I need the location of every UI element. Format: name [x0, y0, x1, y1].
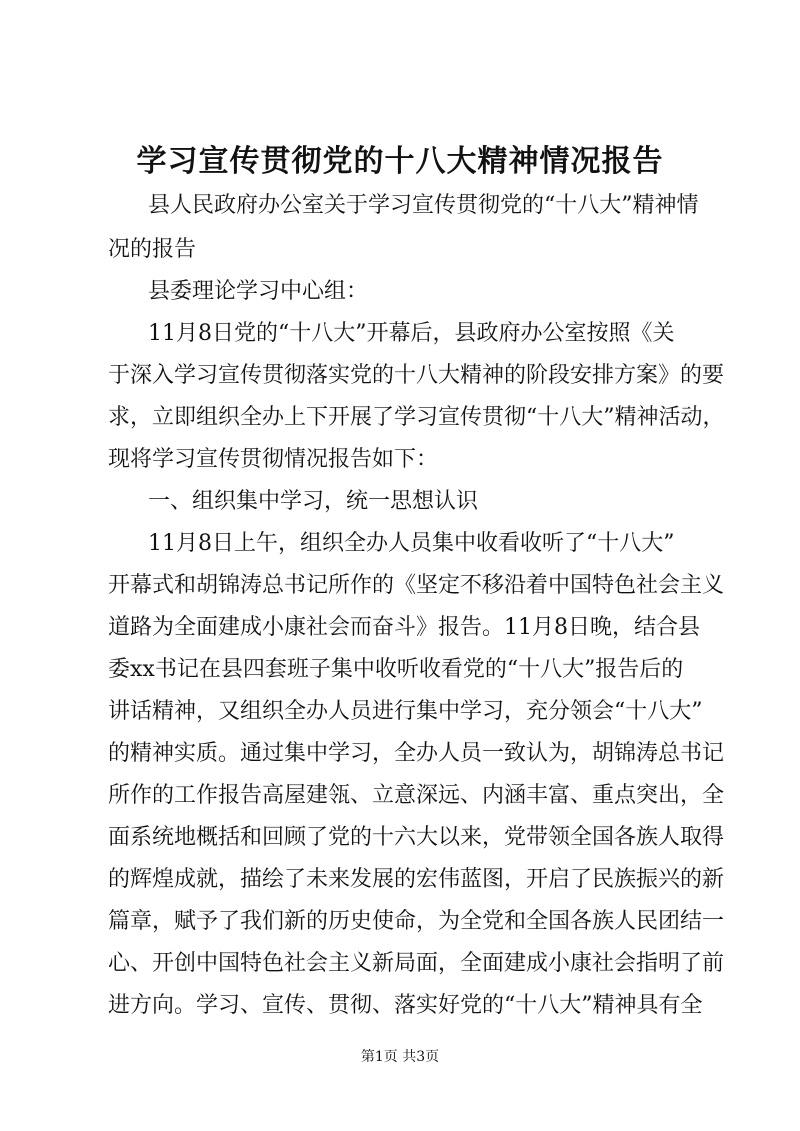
- body-line: 11月8日党的“十八大”开幕后，县政府办公室按照《关: [148, 321, 675, 346]
- body-line: 面系统地概括和回顾了党的十六大以来，党带领全国各族人取得: [108, 825, 725, 850]
- body-line: 讲话精神，又组织全办人员进行集中学习，充分领会“十八大”: [108, 699, 703, 724]
- body-line: 的辉煌成就，描绘了未来发展的宏伟蓝图，开启了民族振兴的新: [108, 867, 725, 892]
- body-line: 所作的工作报告高屋建瓴、立意深远、内涵丰富、重点突出，全: [108, 783, 725, 808]
- section-heading: 一、组织集中学习，统一思想认识: [148, 489, 479, 514]
- body-line: 心、开创中国特色社会主义新局面，全面建成小康社会指明了前: [108, 951, 725, 976]
- body-line: 进方向。学习、宣传、贯彻、落实好党的“十八大”精神具有全: [108, 993, 703, 1018]
- body-line: 篇章，赋予了我们新的历史使命，为全党和全国各族人民团结一: [108, 909, 725, 934]
- body-line: 11月8日上午，组织全办人员集中收看收听了“十八大”: [148, 531, 675, 556]
- body-line: 道路为全面建成小康社会而奋斗》报告。11月8日晚，结合县: [108, 615, 700, 640]
- body-line: 开幕式和胡锦涛总书记所作的《坚定不移沿着中国特色社会主义: [108, 573, 725, 598]
- body-line: 求，立即组织全办上下开展了学习宣传贯彻“十八大”精神活动，: [108, 405, 725, 430]
- body-line: 县人民政府办公室关于学习宣传贯彻党的“十八大”精神情: [148, 193, 699, 218]
- body-line: 于深入学习宣传贯彻落实党的十八大精神的阶段安排方案》的要: [108, 363, 725, 388]
- document-title: 学习宣传贯彻党的十八大精神情况报告: [136, 144, 664, 179]
- page-footer: 第1页 共3页: [360, 1049, 440, 1065]
- body-line: 县委理论学习中心组：: [148, 279, 369, 304]
- body-line: 现将学习宣传贯彻情况报告如下：: [108, 447, 439, 472]
- body-line: 况的报告: [108, 237, 197, 262]
- body-line: 委xx书记在县四套班子集中收听收看党的“十八大”报告后的: [108, 657, 684, 682]
- body-line: 的精神实质。通过集中学习，全办人员一致认为，胡锦涛总书记: [108, 741, 725, 766]
